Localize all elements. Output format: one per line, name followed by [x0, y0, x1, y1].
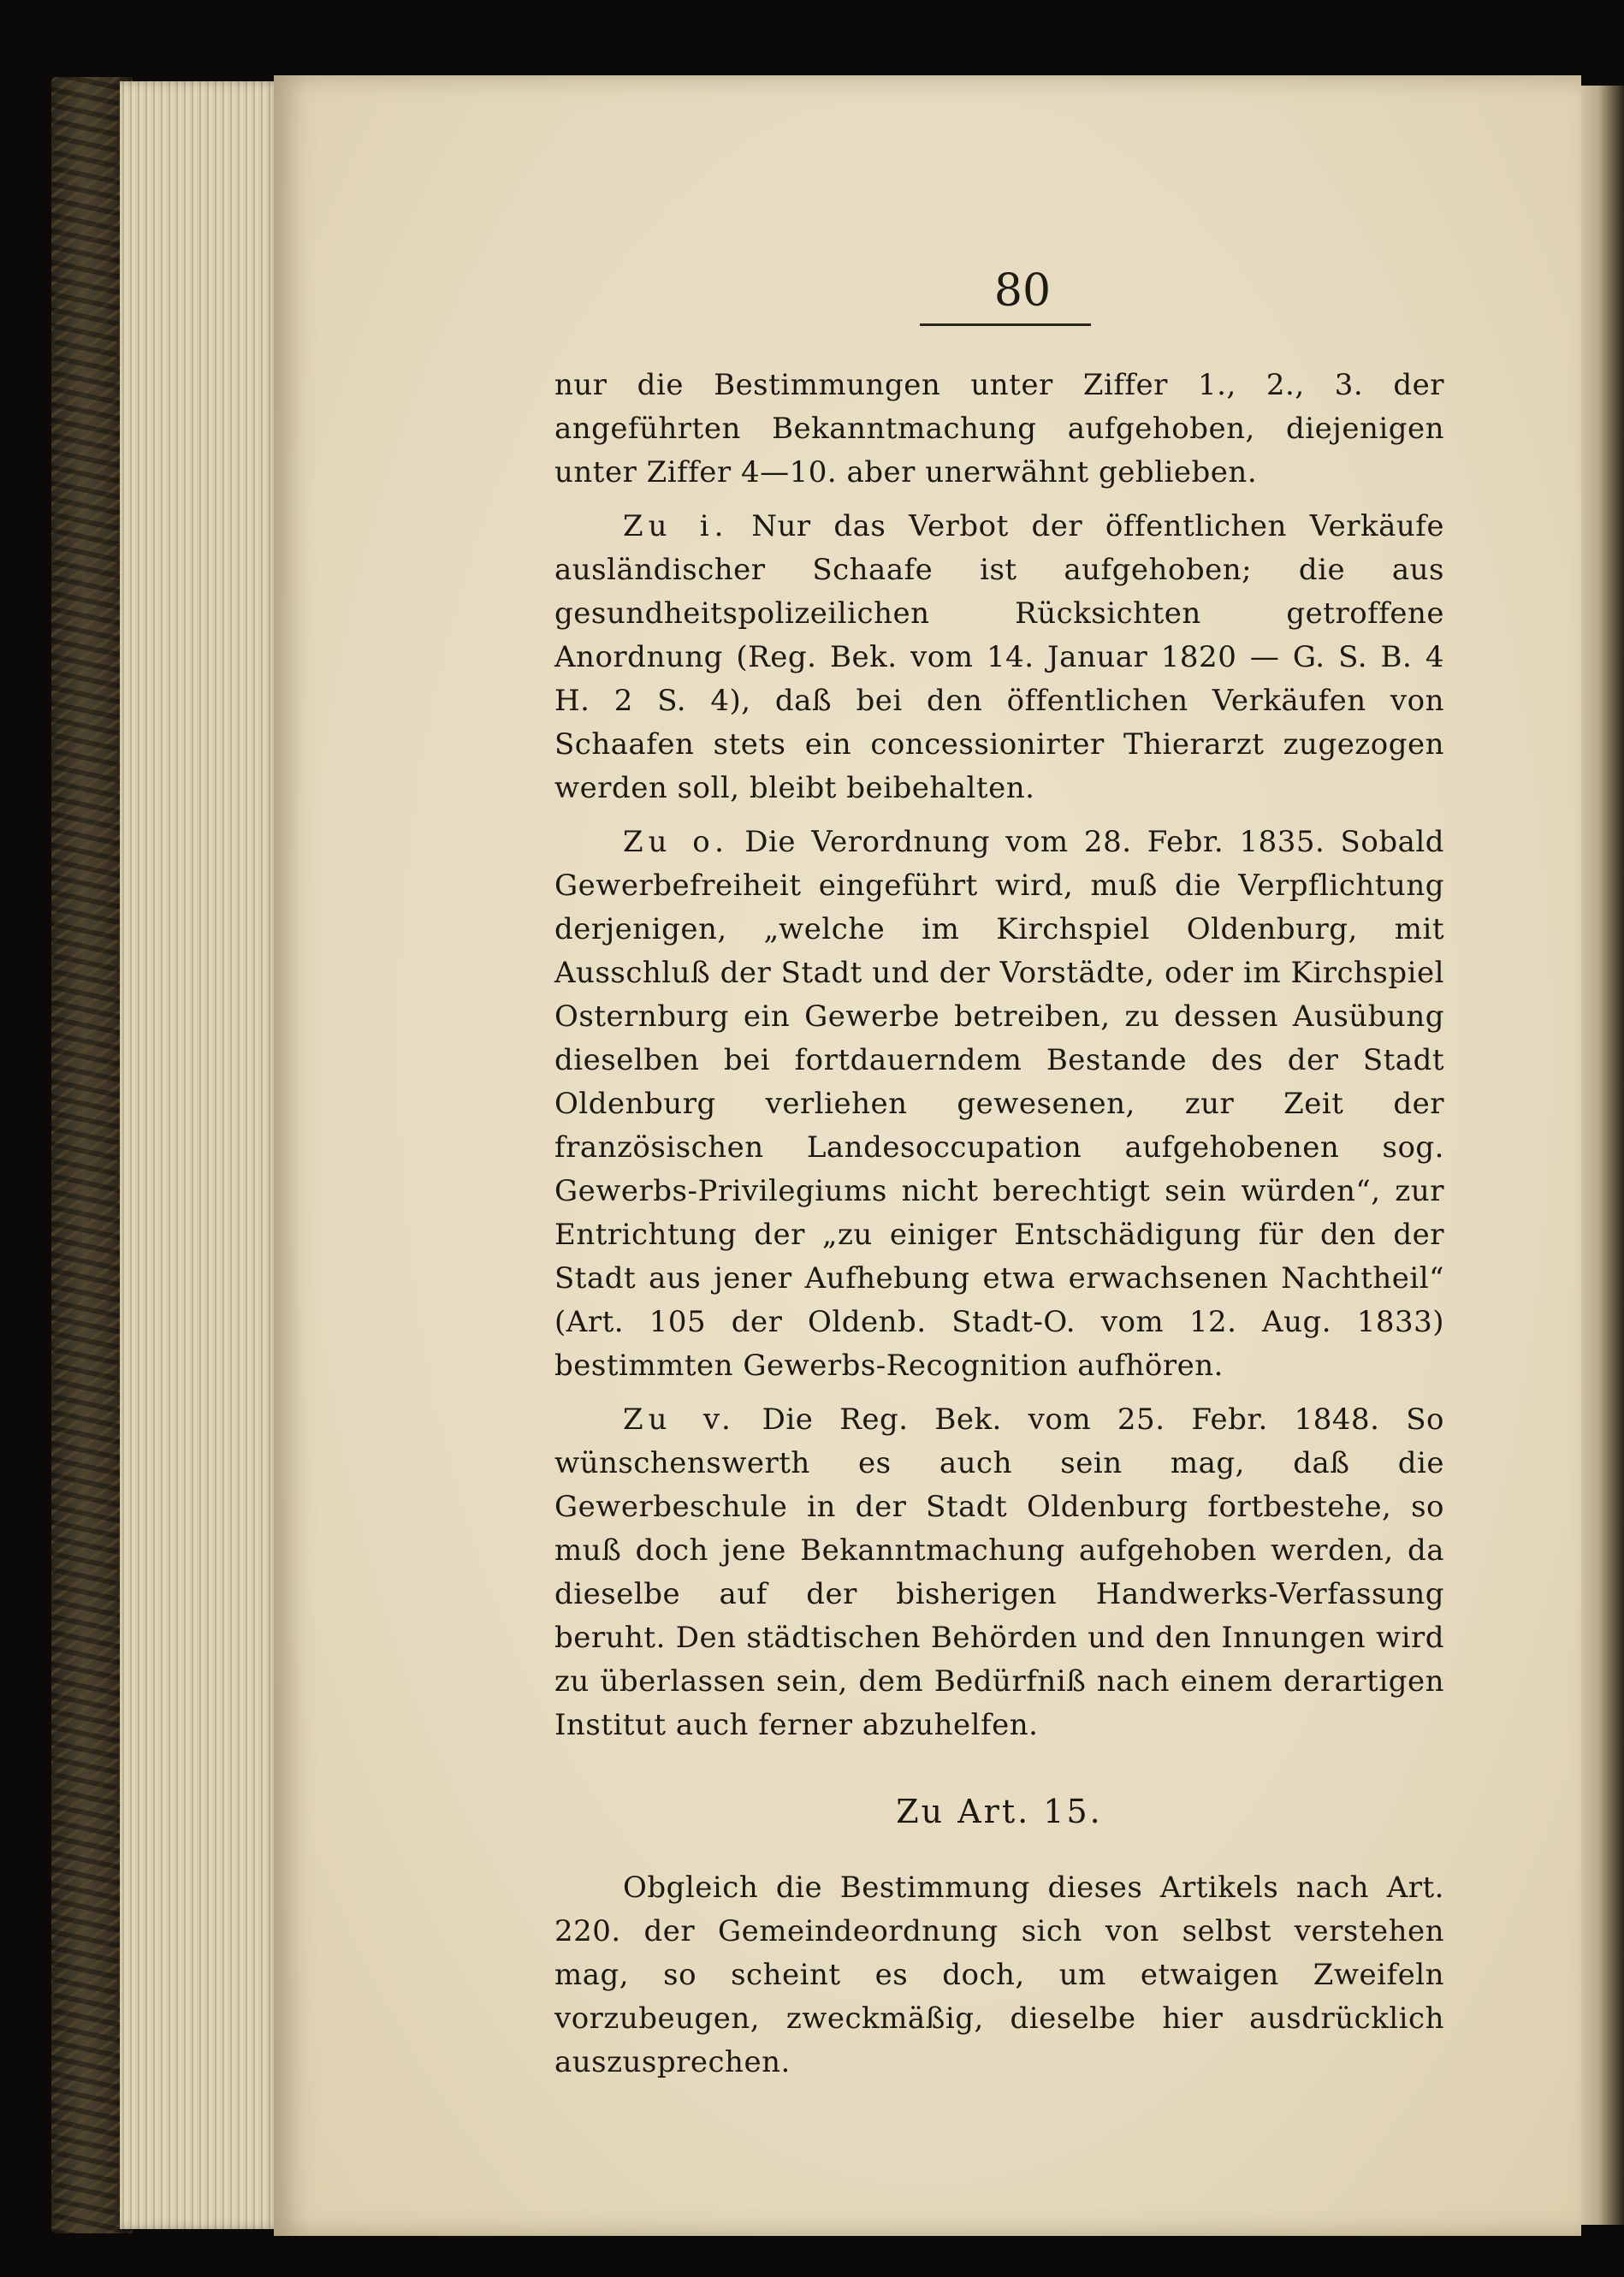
paragraph-text: nur die Bestimmungen unter Ziffer 1., 2., 3. der angeführten Bekanntmachung aufgehoben, diejenigen unter Ziffer 4—10. aber unerwähnt geblieben. [554, 368, 1444, 489]
paragraph-zu-o [554, 821, 1444, 1388]
paragraph-lead: Zu v. [623, 1402, 736, 1437]
paragraph-art-15 [554, 1866, 1444, 2084]
paragraph-lead: Zu o. [623, 825, 729, 859]
next-page-edge [1581, 86, 1624, 2225]
paragraph-text: Die Verordnung vom 28. Febr. 1835. Sobald Gewerbefreiheit eingeführt wird, muß die Verpflichtung derjenigen, „welche im Kirchspiel Oldenburg, mit Ausschluß der Stadt und der Vorstädte, oder im Kirchspiel Osternburg ein Gewerbe betreiben, zu dessen Ausübung dieselben bei fortdauerndem Bestande des der Stadt Oldenburg verliehen gewesenen, zur Zeit der französischen Landesoccupation aufgehobenen sog. Gewerbs-Privilegiums nicht berechtigt sein würden“, zur Entrichtung der „zu einiger Entschädigung für den der Stadt aus jener Aufhebung etwa erwachsenen Nachtheil“ (Art. 105 der Oldenb. Stadt-O. vom 12. Aug. 1833) bestimmten Gewerbs-Recognition aufhören. [554, 825, 1444, 1383]
paragraph-text: Die Reg. Bek. vom 25. Febr. 1848. So wünschenswerth es auch sein mag, daß die Gewerbeschule in der Stadt Oldenburg fortbestehe, so muß doch jene Bekanntmachung aufgehoben werden, da dieselbe auf der bisherigen Handwerks-Verfassung beruht. Den städtischen Behörden und den Innungen wird zu überlassen sein, dem Bedürfniß nach einem derartigen Institut auch ferner abzuhelfen. [554, 1402, 1444, 1742]
page-number: 80 [993, 265, 1052, 317]
paragraph-text: Obgleich die Bestimmung dieses Artikels nach Art. 220. der Gemeindeordnung sich von selbst verstehen mag, so scheint es doch, um etwaigen Zweifeln vorzubeugen, zweckmäßig, dieselbe hier ausdrücklich auszusprechen. [554, 1871, 1444, 2079]
page-number-rule [920, 323, 1091, 326]
stacked-page-edges [120, 81, 282, 2229]
page-body [554, 364, 1444, 2095]
paragraph-zu-v [554, 1398, 1444, 1747]
paragraph-zu-i [554, 505, 1444, 810]
section-heading: Zu Art. 15. [896, 1793, 1103, 1830]
paragraph-continuation [554, 364, 1444, 495]
paragraph-lead: Zu i. [623, 509, 729, 543]
paragraph-text: Nur das Verbot der öffentlichen Verkäufe ausländischer Schaafe ist aufgehoben; die aus gesundheitspolizeilichen Rücksichten getroffene Anordnung (Reg. Bek. vom 14. Januar 1820 — G. S. B. 4 H. 2 S. 4), daß bei den öffentlichen Verkäufen von Schaafen stets ein concessionirter Thierarzt zugezogen werden soll, bleibt beibehalten. [554, 509, 1444, 805]
